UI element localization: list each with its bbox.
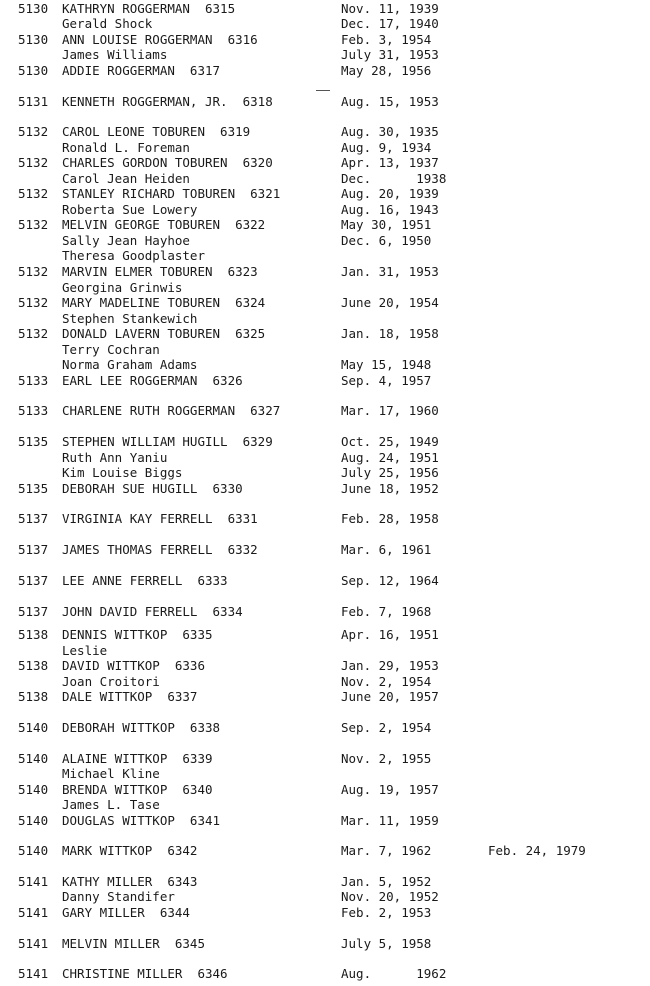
person-name: CHRISTINE MILLER 6346 [62,966,228,981]
person-date: Nov. 2, 1955 [341,751,432,766]
person-date: Mar. 6, 1961 [341,542,432,557]
record-number: 5141 [18,874,49,889]
person-date: Aug. 20, 1939 [341,186,439,201]
person-date: Feb. 2, 1953 [341,905,432,920]
record-number: 5137 [18,542,49,557]
person-name: KENNETH ROGGERMAN, JR. 6318 [62,94,273,109]
person-date: Aug. 19, 1957 [341,782,439,797]
person-name: KATHRYN ROGGERMAN 6315 [62,1,236,16]
person-date: June 18, 1952 [341,481,439,496]
person-date: Apr. 16, 1951 [341,627,439,642]
record-number: 5132 [18,186,49,201]
record-row [0,264,650,280]
record-number: 5132 [18,217,49,232]
person-date: Nov. 20, 1952 [341,889,439,904]
record-number: 5130 [18,32,49,47]
person-date: Jan. 5, 1952 [341,874,432,889]
record-row [0,751,650,767]
person-name: CHARLES GORDON TOBUREN 6320 [62,155,273,170]
record-row [0,813,650,829]
record-number: 5132 [18,155,49,170]
record-number: 5138 [18,689,49,704]
record-row [0,573,650,589]
person-name: DONALD LAVERN TOBUREN 6325 [62,326,266,341]
person-date: Sep. 12, 1964 [341,573,439,588]
person-name: GARY MILLER 6344 [62,905,190,920]
person-date: Aug. 16, 1943 [341,202,439,217]
record-row [0,966,650,982]
record-row [0,357,650,373]
person-name: DAVID WITTKOP 6336 [62,658,205,673]
person-name: ALAINE WITTKOP 6339 [62,751,213,766]
record-row [0,658,650,674]
person-date: Mar. 11, 1959 [341,813,439,828]
person-name: KATHY MILLER 6343 [62,874,198,889]
record-row [0,843,650,859]
record-row [0,450,650,466]
person-name: LEE ANNE FERRELL 6333 [62,573,228,588]
record-row [0,295,650,311]
person-name: DEBORAH WITTKOP 6338 [62,720,221,735]
record-number: 5132 [18,124,49,139]
record-number: 5140 [18,813,49,828]
person-name: Sally Jean Hayhoe [62,233,190,248]
record-number: 5133 [18,373,49,388]
person-date: Nov. 11, 1939 [341,1,439,16]
person-name: James L. Tase [62,797,160,812]
record-number: 5137 [18,604,49,619]
person-date: Jan. 29, 1953 [341,658,439,673]
record-row [0,373,650,389]
record-number: 5132 [18,295,49,310]
record-number: 5141 [18,936,49,951]
person-date: Feb. 7, 1968 [341,604,432,619]
person-name: MARY MADELINE TOBUREN 6324 [62,295,266,310]
record-row [0,627,650,643]
person-date: Dec. 6, 1950 [341,233,432,248]
record-row [0,481,650,497]
person-name: Theresa Goodplaster [62,248,205,263]
record-number: 5133 [18,403,49,418]
record-row [0,326,650,342]
record-number: 5141 [18,966,49,981]
person-date: Feb. 28, 1958 [341,511,439,526]
person-name: Stephen Stankewich [62,311,198,326]
person-name: MARVIN ELMER TOBUREN 6323 [62,264,258,279]
person-date: July 25, 1956 [341,465,439,480]
person-name: ANN LOUISE ROGGERMAN 6316 [62,32,258,47]
person-date: June 20, 1957 [341,689,439,704]
person-name: Danny Standifer [62,889,175,904]
person-name: Michael Kline [62,766,160,781]
person-date: Dec. 1938 [341,171,447,186]
record-row [0,766,650,782]
record-row [0,217,650,233]
person-date: Aug. 30, 1935 [341,124,439,139]
person-name: DOUGLAS WITTKOP 6341 [62,813,221,828]
record-row [0,936,650,952]
person-date: Sep. 2, 1954 [341,720,432,735]
record-row [0,155,650,171]
person-name: VIRGINIA KAY FERRELL 6331 [62,511,258,526]
record-number: 5140 [18,782,49,797]
person-name: MELVIN GEORGE TOBUREN 6322 [62,217,266,232]
person-name: Ronald L. Foreman [62,140,190,155]
person-date: Jan. 18, 1958 [341,326,439,341]
record-row [0,140,650,156]
record-row [0,1,650,17]
person-name: MARK WITTKOP 6342 [62,843,198,858]
person-name: Ruth Ann Yaniu [62,450,168,465]
record-row [0,542,650,558]
person-date: July 31, 1953 [341,47,439,62]
person-name: ADDIE ROGGERMAN 6317 [62,63,221,78]
record-number: 5137 [18,573,49,588]
person-date: May 30, 1951 [341,217,432,232]
record-row [0,32,650,48]
person-date: Jan. 31, 1953 [341,264,439,279]
record-row [0,311,650,327]
person-date: May 15, 1948 [341,357,432,372]
record-number: 5141 [18,905,49,920]
person-name: EARL LEE ROGGERMAN 6326 [62,373,243,388]
person-name: JAMES THOMAS FERRELL 6332 [62,542,258,557]
person-name: Norma Graham Adams [62,357,198,372]
record-number: 5140 [18,751,49,766]
record-number: 5130 [18,63,49,78]
record-row [0,889,650,905]
person-name: CHARLENE RUTH ROGGERMAN 6327 [62,403,281,418]
record-number: 5135 [18,434,49,449]
person-date: Sep. 4, 1957 [341,373,432,388]
person-name: Kim Louise Biggs [62,465,183,480]
person-name: DENNIS WITTKOP 6335 [62,627,213,642]
record-number: 5140 [18,720,49,735]
person-name: Leslie [62,643,108,658]
person-date: Mar. 7, 1962 [341,843,432,858]
record-row [0,171,650,187]
person-name: Georgina Grinwis [62,280,183,295]
record-number: 5132 [18,326,49,341]
record-row [0,720,650,736]
person-date: June 20, 1954 [341,295,439,310]
record-row [0,342,650,358]
record-row [0,905,650,921]
record-number: 5132 [18,264,49,279]
record-row [0,782,650,798]
person-name: DALE WITTKOP 6337 [62,689,198,704]
record-row [0,511,650,527]
person-date: Aug. 24, 1951 [341,450,439,465]
person-date: Oct. 25, 1949 [341,434,439,449]
person-date: Aug. 9, 1934 [341,140,432,155]
record-row [0,16,650,32]
person-date: Mar. 17, 1960 [341,403,439,418]
record-row [0,47,650,63]
person-name: Terry Cochran [62,342,160,357]
person-date: Dec. 17, 1940 [341,16,439,31]
person-name: MELVIN MILLER 6345 [62,936,205,951]
person-date: Aug. 1962 [341,966,447,981]
record-row [0,674,650,690]
record-row [0,434,650,450]
person-name: Carol Jean Heiden [62,171,190,186]
record-row [0,94,650,110]
record-number: 5130 [18,1,49,16]
person-name: BRENDA WITTKOP 6340 [62,782,213,797]
record-row [0,643,650,659]
person-date: Nov. 2, 1954 [341,674,432,689]
record-number: 5131 [18,94,49,109]
record-row [0,689,650,705]
record-row [0,63,650,79]
record-number: 5135 [18,481,49,496]
person-date: Feb. 3, 1954 [341,32,432,47]
record-row [0,124,650,140]
record-row [0,186,650,202]
person-date: Apr. 13, 1937 [341,155,439,170]
record-row [0,403,650,419]
stray-mark [316,90,330,91]
person-name: DEBORAH SUE HUGILL 6330 [62,481,243,496]
record-row [0,280,650,296]
record-row [0,202,650,218]
person-date: July 5, 1958 [341,936,432,951]
extra-date: Feb. 24, 1979 [488,843,586,858]
person-name: Gerald Shock [62,16,153,31]
person-name: STEPHEN WILLIAM HUGILL 6329 [62,434,273,449]
record-number: 5140 [18,843,49,858]
record-row [0,874,650,890]
person-date: May 28, 1956 [341,63,432,78]
person-name: James Williams [62,47,168,62]
person-name: Joan Croitori [62,674,160,689]
person-name: CAROL LEONE TOBUREN 6319 [62,124,251,139]
person-name: Roberta Sue Lowery [62,202,198,217]
person-name: JOHN DAVID FERRELL 6334 [62,604,243,619]
record-row [0,465,650,481]
record-row [0,233,650,249]
record-number: 5138 [18,658,49,673]
record-row [0,797,650,813]
record-number: 5137 [18,511,49,526]
record-row [0,248,650,264]
person-date: Aug. 15, 1953 [341,94,439,109]
person-name: STANLEY RICHARD TOBUREN 6321 [62,186,281,201]
record-number: 5138 [18,627,49,642]
record-row [0,604,650,620]
